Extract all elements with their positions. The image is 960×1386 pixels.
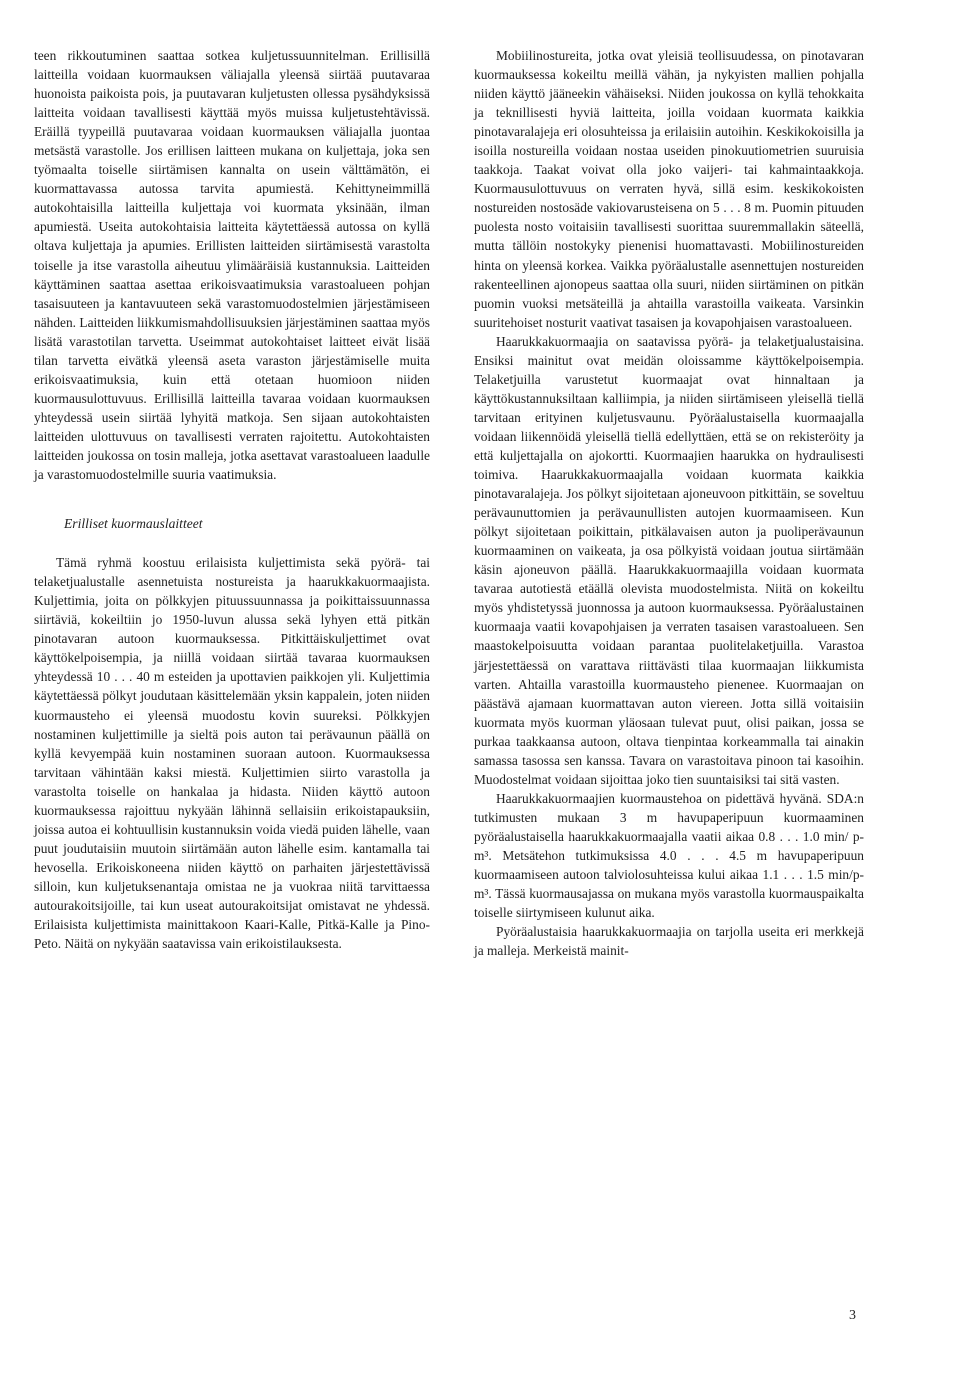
right-column xyxy=(474,46,864,960)
paragraph: Pyöräalustaisia haarukkakuormaajia on tarjolla useita eri merkkejä ja malleja. Merkeistä mainit- xyxy=(474,924,864,959)
paragraph: Mobiilinostureita, jotka ovat yleisiä teollisuudessa, on pinotavaran kuormauksessa kokeiltu meillä vähän, ja nykyisten mallien pohjalla niiden käyttö jääneekin vähäiseksi. Niiden joukossa on kyllä tehokkaita ja teknillisesti hyviä laitteita, joilla voidaan kuormata kaikkia pinotavaralajeja eri olosuhteissa ja erilaisiin autoihin. Keskikokoisilla ja isoilla nostureilla voidaan nostaa useiden pinokuutiometrien suuruisia taakkoja. Taakat voivat olla joko vaijeri- tai kahmaintaakkoja. Kuormausulottuvuus on verraten hyvä, sillä esim. keskikokoisten nostureiden nostosäde vakiovarusteisena on 5 . . . 8 m. Puomin pituuden puolesta nosto voitaisiin tavallisesti suorittaa suuremmallakin säteellä, mutta tällöin nostokyky pienenisi huomattavasti. Mobiilinostureiden hinta on yleensä korkea. Vaikka pyöräalustalle asennettujen nostureiden rakenteellinen ajonopeus saattaa olla suuri, niiden siirtäminen on pitkän puomin vuoksi metsäteillä ja ahtailla varastoilla vaikeata. Varsinkin suuritehoiset nosturit vaativat tasaisen ja kovapohjaisen varastoalueen. xyxy=(474,48,864,330)
paragraph: Haarukkakuormaajia on saatavissa pyörä- ja telaketjualustaisina. Ensiksi mainitut ovat meidän oloissamme käyttökelpoisempia. Telaketjuilla varustetut kuormaajat ovat hinnaltaan ja käyttökustannuksiltaan kalliimpia, ja niiden siirtämiseen yleisellä tiellä tarvitaan erityinen kuljetusvaunu. Pyöräalustaisella kuormaajalla voidaan liikennöidä yleisellä tiellä edellyttäen, että se on rekisteröity ja että kuljettajalla on ajokortti. Kuormaajien haarukka on hydraulisesti toimiva. Haarukkakuormaajalla voidaan kuormata kaikkia pinotavaralajeja. Jos pölkyt sijoitetaan ajoneuvoon pitkittäin, se soveltuu perävaunuttomien ja perävaunullisten autojen kuormaamiseen. Kun pölkyt sijoitetaan poikittain, pitkälavaisen auton ja puoliperävaunun kuormaaminen on vaikeata, ja osa pölkyistä voidaan joutua siirtämään käsin ajoneuvon päällä. Haarukkakuormaajilla voidaan kuormata tavaraa autotiestä etäällä olevista muodostelmista. Niitä on kokeiltu myös yhdistetyssä juonnossa ja autoon kuormauksessa. Pyöräalustainen kuormaaja vaatii kovapohjaisen ja verraten tasaisen varastoalueen. Sen maastokelpoisuutta voidaan parantaa puolitelaketjuilla. Varastoa järjestettäessä on varattava riittävästi tilaa kuormaajan liikkumista varten. Ahtailla varastoilla kuormausteho pienenee. Kuormaajan on päästävä ajamaan kuormattavan auton viereen. Jotta sillä voitaisiin kuormata myös kuorman yläosaan tulevat puut, olisi paikan, jossa se purkaa taakkaansa autoon, oltava tienpintaa korkeammalla tai ainakin samassa tasossa sen kanssa. Tavara on varastoitava pinoon tai kasoihin. Muodostelmat voidaan sijoittaa joko tien suuntaisiksi tai sitä vasten. xyxy=(474,333,864,787)
section-heading: Erilliset kuormauslaitteet xyxy=(64,516,203,532)
page-number: 3 xyxy=(849,1308,856,1323)
paragraph: teen rikkoutuminen saattaa sotkea kuljetussuunnitelman. Erillisillä laitteilla voidaan kuormauksen väliajalla yleensä siirtää puutavaraa huonoista paikoista pois, ja puutavaran kuljetusten ollessa pysähdyksissä laitteita voidaan tavallisesti käyttää myös muissa kuljetustehtävissä. Eräillä tyypeillä puutavaraa voidaan kuormauksen väliajalla juontaa metsästä varastolle. Jos erillisen laitteen mukana on kuljettaja, joka sen työmaalta toiselle siirtämisen kannalta on usein välttämätön, ei kuormattavassa autossa tarvita apumiestä. Kehittyneimmillä autokohtaisilla laitteilla kuljettaja voi kuormata yksinään, ilman apumiestä. Useita autokohtaisia laitteita käytettäessä autossa on kyllä oltava kuljettaja ja apumies. Erillisten laitteiden siirtämisestä varastolta toiselle ja itse varastolla aiheutuu ylimääräisiä kustannuksia. Laitteiden käyttäminen saattaa asettaa erikoisvaatimuksia varastoalueen pohjan tasaisuuteen ja kantavuuteen sekä varastomuodostelmien järjestämiseen nähden. Laitteiden liikkumismahdollisuuksien järjestäminen saattaa myös lisätä varastotilan tarvetta. Useimmat autokohtaiset laitteet eivät lisää tilan tarvetta eivätkä yleensä aseta varaston järjestämiselle muita erikoisvaatimuksia, kuin että otetaan huomioon niiden kuormausulottuvuus. Erillisillä laitteilla tavaraa voidaan kuormauksen yhteydessä usein siirtää lyhyitä matkoja. Sen sijaan autokohtaisten laitteiden ulottuvuus on tavallisesti verraten rajoitettu. Autokohtaisten laitteiden joukossa on tosin malleja, jotka asettavat varastoalueen laadulle ja varastomuodostelmille suuria vaatimuksia. xyxy=(34,48,430,483)
paragraph: Haarukkakuormaajien kuormaustehoa on pidettävä hyvänä. SDA:n tutkimusten mukaan 3 m havupaperipuun kuormaaminen pyöräalustaisella haarukkakuormaajalla vaatii aikaa 0.8 . . . 1.0 min/ p-m³. Metsätehon tutkimuksissa 4.0 . . . 4.5 m havupaperipuun kuormaamiseen autoon talviolosuhteissa kului aikaa 1.1 . . . 1.5 min/p-m³. Tässä kuormausajassa on mukana myös varastolla kuormauspaikalta toiselle siirtymiseen kulunut aika. xyxy=(474,790,864,921)
left-column xyxy=(34,46,430,953)
paragraph: Tämä ryhmä koostuu erilaisista kuljettimista sekä pyörä- tai telaketjualustalle asennetuista nostureista ja haarukkakuormaajista. Kuljettimia, joita on pölkkyjen pituussuunnassa ja poikittaissuunnassa siirtäviä, kokeiltiin jo 1950-luvun alussa sekä lyhyen että pitkän pinotavaran autoon kuormauksessa. Pitkittäiskuljettimet ovat käyttökelpoisempia, ja niillä voidaan siirtää tavaraa kuormauksen yhteydessä 10 . . . 40 m esteiden ja upottavien paikkojen yli. Kuljettimia käytettäessä pölkyt joudutaan käsittelemään yksin kappalein, joten niiden kuormausteho ei yleensä muodostu kovin suureksi. Pölkkyjen nostaminen kuljettimille ja sieltä pois auton tai perävaunun päällä on kyllä kevyempää kuin nostaminen suoraan autoon. Kuormauksessa tarvitaan vähintään kaksi miestä. Kuljettimien siirto varastolla ja varastolta toiselle on hankalaa ja hidasta. Niiden käyttö autoon kuormauksessa rajoittuu nykyään lähinnä sellaisiin erikoistapauksiin, joissa autoa ei kohtuullisin kustannuksin voida viedä puiden lähelle, vaan puut joudutaisiin muutoin siirtämään auton lähelle esim. kantamalla tai hevosella. Erikoiskoneena niiden käyttö on parhaiten järjestettävissä silloin, kun kuljetuksenantaja omistaa ne ja vuokraa niitä tarvittaessa autourakoitsijoille, tai kun useat autourakoitsijat omistavat ne yhdessä. Erilaisista kuljettimista mainittakoon Kaari-Kalle, Pitkä-Kalle ja Pino-Peto. Näitä on nykyään saatavissa vain erikoistilauksesta. xyxy=(34,555,430,952)
